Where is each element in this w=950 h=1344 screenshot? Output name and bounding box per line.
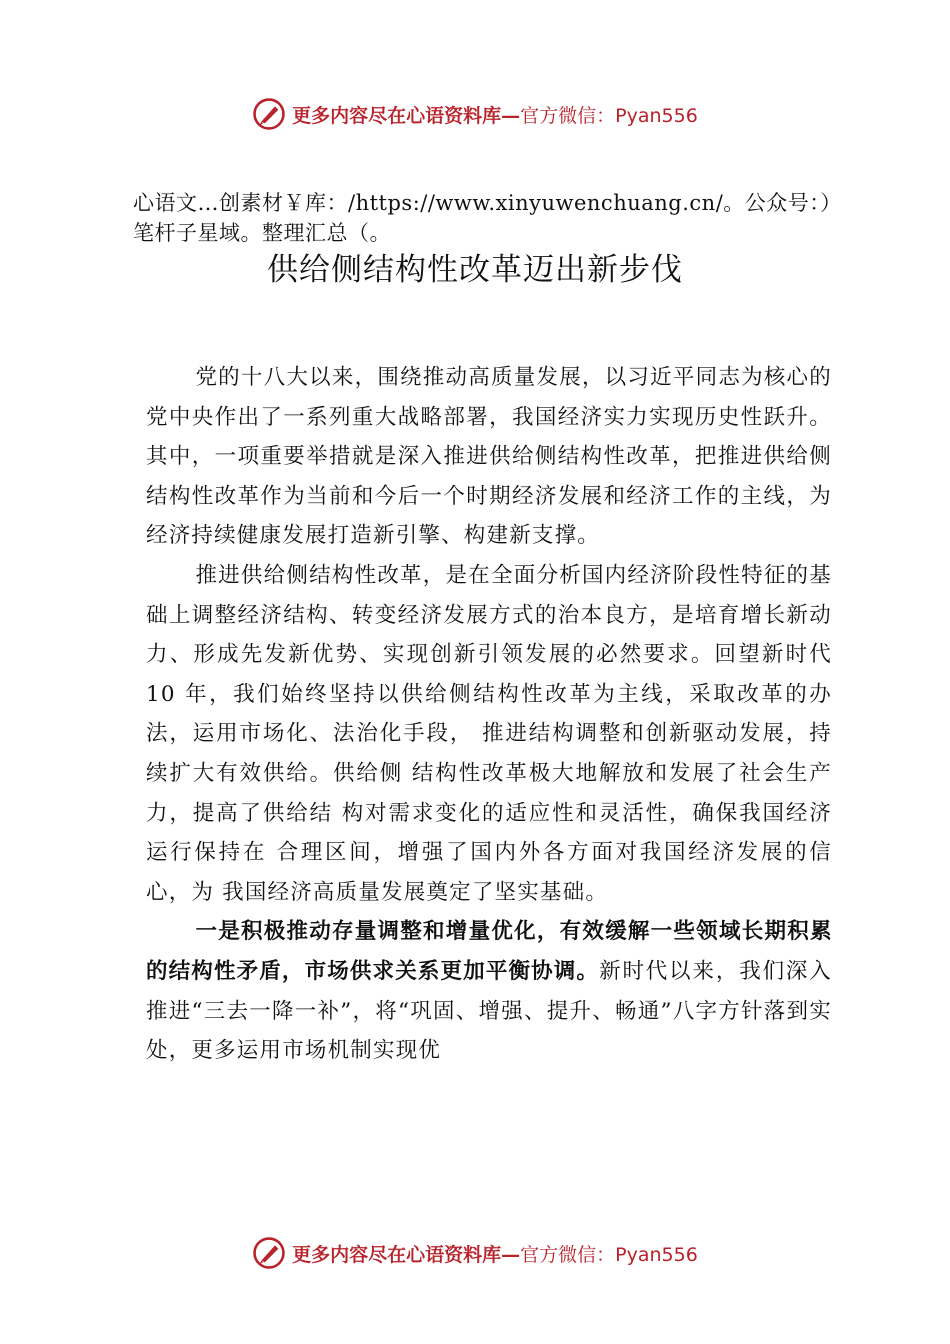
pen-logo-icon <box>252 1236 286 1270</box>
header-banner <box>0 92 950 136</box>
paragraph-3-bold: 一是积极推动存量调整和增量优化，有效缓解一些领域长期积累的结构性矛盾，市场供求关系更加平衡协调。 <box>146 919 832 984</box>
document-body <box>146 358 832 1071</box>
paragraph-2: 推进供给侧结构性改革，是在全面分析国内经济阶段性特征的基础上调整经济结构、转变经济发展方式的治本良方，是培育增长新动力、形成先发新优势、实现创新引领发展的必然要求。回望新时代 10 年，我们始终坚持以供给侧结构性改革为主线，采取改革的办法，运用市场化、法治化手段， 推进结构调整和创新驱动发展，持续扩大有效供给。供给侧 结构性改革极大地解放和发展了社会生产力，提高了供给结 构对需求变化的适应性和灵活性，确保我国经济运行保持在 合理区间，增强了国内外各方面对我国经济发展的信心，为 我国经济高质量发展奠定了坚实基础。 <box>146 562 832 905</box>
footer-slogan: 更多内容尽在心语资料库— <box>292 1243 521 1266</box>
pen-logo-icon <box>252 97 286 131</box>
banner-wechat: 官方微信：Pyan556 <box>520 104 698 127</box>
paragraph-3 <box>146 912 832 1070</box>
source-line: 心语文…创素材￥库：/https://www.xinyuwenchuang.cn/。公众号：）笔杆子星域。整理汇总（。 <box>133 191 842 245</box>
footer-wechat: 官方微信：Pyan556 <box>520 1243 698 1266</box>
banner-slogan: 更多内容尽在心语资料库— <box>292 104 521 127</box>
paragraph-1: 党的十八大以来，围绕推动高质量发展，以习近平同志为核心的党中央作出了一系列重大战略部署，我国经济实力实现历史性跃升。其中，一项重要举措就是深入推进供给侧结构性改革，把推进供给侧结构性改革作为当前和今后一个时期经济发展和经济工作的主线，为经济持续健康发展打造新引擎、构建新支撑。 <box>146 365 832 549</box>
footer-banner <box>0 1231 950 1275</box>
document-title: 供给侧结构性改革迈出新步伐 <box>267 252 683 288</box>
paragraph-3-text: 新时代以来，我们深入推进“三去一降一补”，将“巩固、增强、提升、畅通”八字方针落到实处，更多运用市场机制实现优 <box>146 958 832 1064</box>
